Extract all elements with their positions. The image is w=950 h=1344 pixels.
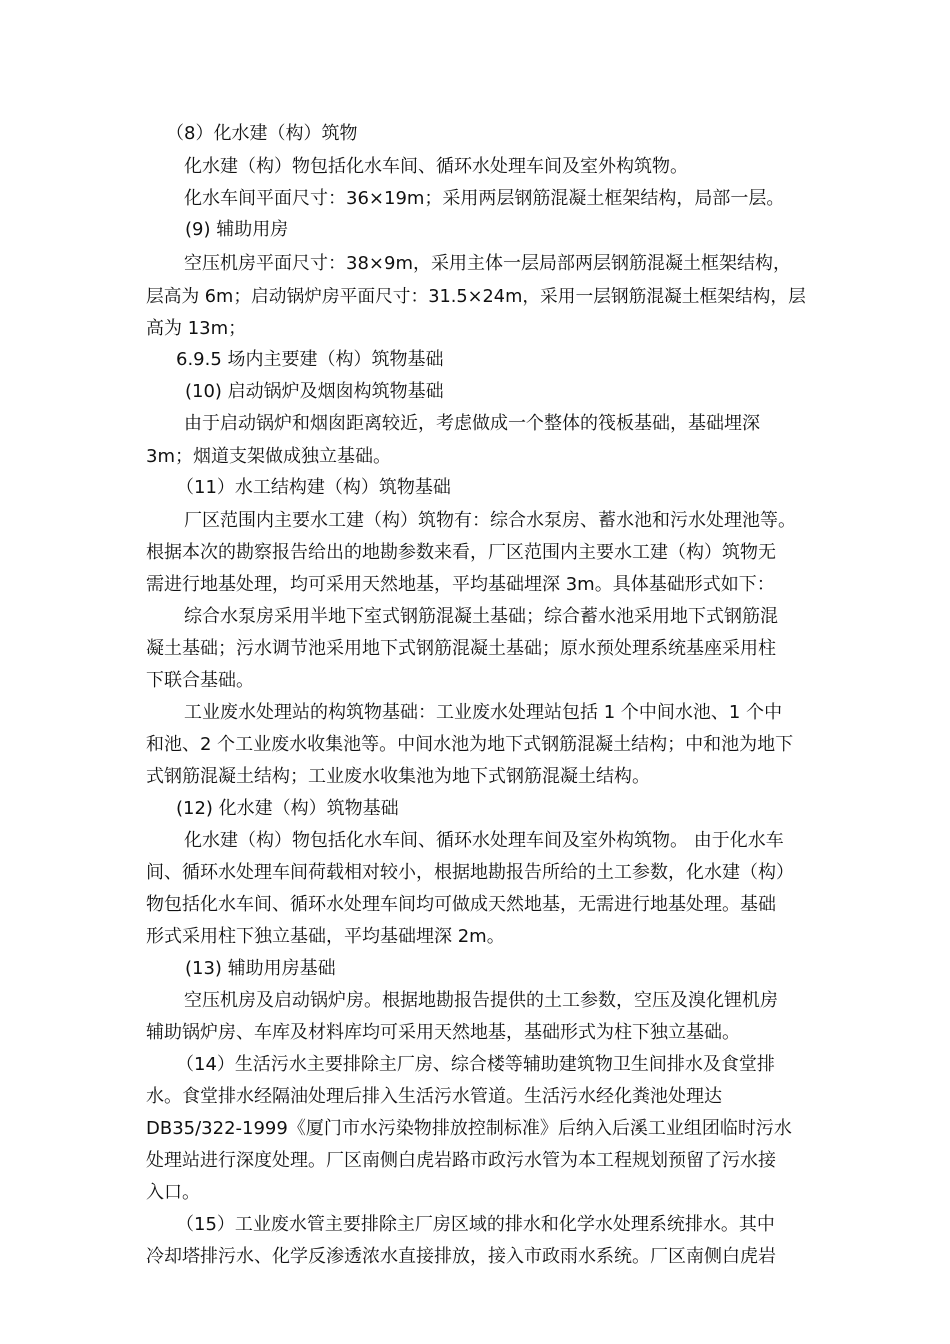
paragraph-line: 水。食堂排水经隔油处理后排入生活污水管道。生活污水经化粪池处理达 (146, 1086, 722, 1107)
heading-13: (13) 辅助用房基础 (185, 958, 336, 979)
paragraph-line: 化水车间平面尺寸：36×19m；采用两层钢筋混凝土框架结构，局部一层。 (184, 188, 785, 209)
heading-10: (10) 启动锅炉及烟囱构筑物基础 (185, 381, 444, 402)
paragraph-line: 空压机房平面尺寸：38×9m，采用主体一层局部两层钢筋混凝土框架结构， (184, 253, 791, 274)
paragraph-line: 3m；烟道支架做成独立基础。 (146, 446, 391, 467)
paragraph-line: 辅助锅炉房、车库及材料库均可采用天然地基，基础形式为柱下独立基础。 (146, 1022, 740, 1043)
section-heading-6-9-5: 6.9.5 场内主要建（构）筑物基础 (176, 349, 444, 370)
paragraph-line: （14）生活污水主要排除主厂房、综合楼等辅助建筑物卫生间排水及食堂排 (176, 1054, 775, 1075)
paragraph-line: 冷却塔排污水、化学反渗透浓水直接排放，接入市政雨水系统。厂区南侧白虎岩 (146, 1246, 776, 1267)
heading-9: (9) 辅助用房 (185, 219, 289, 240)
paragraph-line: 式钢筋混凝土结构；工业废水收集池为地下式钢筋混凝土结构。 (146, 766, 650, 787)
heading-12: (12) 化水建（构）筑物基础 (176, 798, 399, 819)
paragraph-line: 和池、2 个工业废水收集池等。中间水池为地下式钢筋混凝土结构；中和池为地下 (146, 734, 794, 755)
paragraph-line: DB35/322-1999《厦门市水污染物排放控制标准》后纳入后溪工业组团临时污水 (146, 1118, 792, 1139)
paragraph-line: 化水建（构）物包括化水车间、循环水处理车间及室外构筑物。 (184, 156, 688, 177)
paragraph-line: 处理站进行深度处理。厂区南侧白虎岩路市政污水管为本工程规划预留了污水接 (146, 1150, 776, 1171)
paragraph-line: 综合水泵房采用半地下室式钢筋混凝土基础；综合蓄水池采用地下式钢筋混 (184, 606, 778, 627)
heading-8: （8）化水建（构）筑物 (166, 123, 358, 144)
paragraph-line: 层高为 6m；启动锅炉房平面尺寸：31.5×24m，采用一层钢筋混凝土框架结构，层 (146, 287, 806, 307)
paragraph-line: （15）工业废水管主要排除主厂房区域的排水和化学水处理系统排水。其中 (176, 1214, 775, 1235)
paragraph-line: 入口。 (146, 1182, 200, 1203)
paragraph-line: 凝土基础；污水调节池采用地下式钢筋混凝土基础；原水预处理系统基座采用柱 (146, 638, 776, 659)
paragraph-line: 厂区范围内主要水工建（构）筑物有：综合水泵房、蓄水池和污水处理池等。 (184, 510, 796, 531)
heading-11: （11）水工结构建（构）筑物基础 (176, 477, 451, 498)
paragraph-line: 间、循环水处理车间荷载相对较小，根据地勘报告所给的土工参数，化水建（构） (146, 862, 794, 883)
paragraph-line: 高为 13m； (146, 318, 247, 339)
paragraph-line: 空压机房及启动锅炉房。根据地勘报告提供的土工参数，空压及溴化锂机房 (184, 990, 778, 1011)
paragraph-line: 物包括化水车间、循环水处理车间均可做成天然地基，无需进行地基处理。基础 (146, 894, 776, 915)
paragraph-line: 形式采用柱下独立基础，平均基础埋深 2m。 (146, 926, 505, 947)
paragraph-line: 根据本次的勘察报告给出的地勘参数来看，厂区范围内主要水工建（构）筑物无 (146, 542, 776, 563)
paragraph-line: 下联合基础。 (146, 670, 254, 691)
paragraph-line: 需进行地基处理，均可采用天然地基，平均基础埋深 3m。具体基础形式如下： (146, 574, 775, 595)
paragraph-line: 由于启动锅炉和烟囱距离较近，考虑做成一个整体的筏板基础，基础埋深 (184, 413, 760, 434)
paragraph-line: 化水建（构）物包括化水车间、循环水处理车间及室外构筑物。 由于化水车 (184, 830, 784, 851)
paragraph-line: 工业废水处理站的构筑物基础：工业废水处理站包括 1 个中间水池、1 个中 (184, 702, 783, 723)
